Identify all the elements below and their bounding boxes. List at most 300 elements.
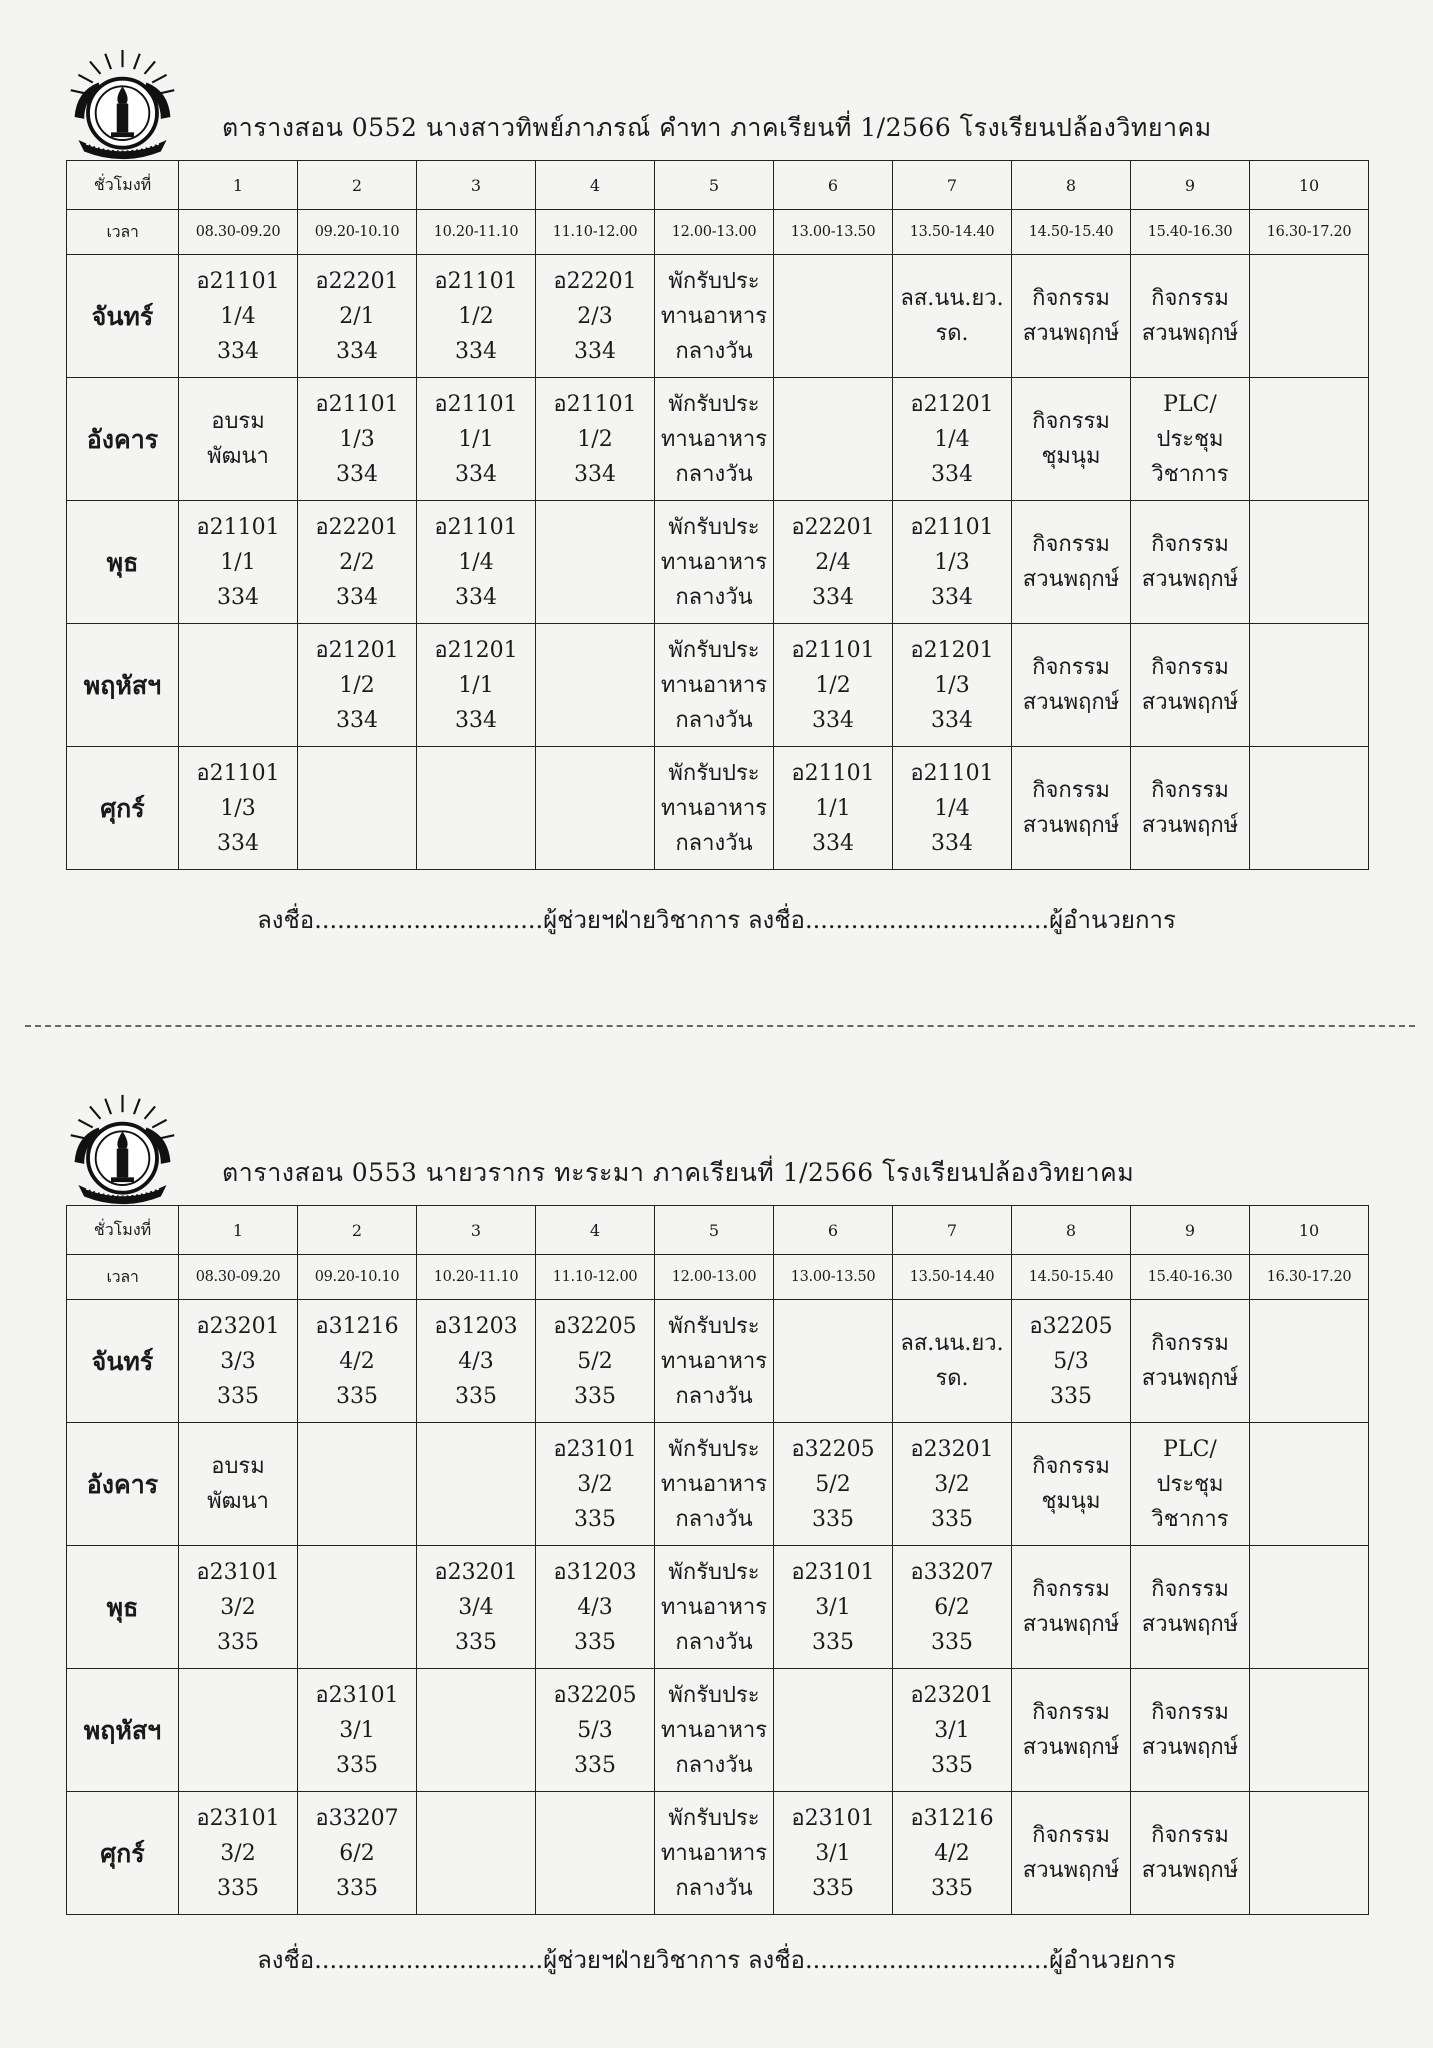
school-logo bbox=[65, 48, 180, 163]
cell-line: 334 bbox=[455, 707, 497, 733]
cell-line: วิชาการ bbox=[1151, 461, 1229, 487]
cell-line: 335 bbox=[336, 1875, 378, 1901]
cell-line: กลางวัน bbox=[675, 584, 753, 610]
cell-line: กิจกรรม bbox=[1151, 655, 1229, 680]
cell-line: อ23101 bbox=[315, 1682, 399, 1708]
cell-line: 1/1 bbox=[458, 426, 494, 452]
day-name: พุธ bbox=[67, 1546, 179, 1669]
cell-line: 334 bbox=[455, 461, 497, 487]
schedule-cell bbox=[893, 1300, 1012, 1423]
cell-line: 334 bbox=[931, 830, 973, 856]
cell-line: สวนพฤกษ์ bbox=[1141, 1735, 1239, 1760]
cell-line: อ32205 bbox=[791, 1436, 875, 1462]
schedule-cell bbox=[417, 255, 536, 378]
cell-line: สวนพฤกษ์ bbox=[1022, 690, 1120, 715]
cell-line: 3/1 bbox=[934, 1717, 970, 1743]
cell-line: อ21101 bbox=[196, 760, 280, 786]
cell-line: กิจกรรม bbox=[1151, 778, 1229, 803]
time-slot: 13.50-14.40 bbox=[893, 210, 1012, 255]
schedule-cell bbox=[774, 378, 893, 501]
schedule-cell bbox=[655, 1300, 774, 1423]
time-slot: 08.30-09.20 bbox=[179, 210, 298, 255]
cell-line: 334 bbox=[217, 830, 259, 856]
cell-line: 334 bbox=[931, 461, 973, 487]
cell-line: กิจกรรม bbox=[1032, 286, 1110, 311]
schedule-cell bbox=[1250, 255, 1369, 378]
schedule-cell bbox=[417, 624, 536, 747]
time-slot: 12.00-13.00 bbox=[655, 210, 774, 255]
timetable-sheet-0552 bbox=[0, 40, 1433, 934]
cell-line: ลส.นน.ยว. bbox=[900, 286, 1004, 311]
cell-line: 335 bbox=[574, 1383, 616, 1409]
cell-line: พักรับประ bbox=[668, 637, 760, 663]
cell-line: 334 bbox=[336, 707, 378, 733]
cell-line: 334 bbox=[812, 830, 854, 856]
cell-line: 334 bbox=[812, 584, 854, 610]
cell-line: ทานอาหาร bbox=[660, 1717, 768, 1743]
cell-line: สวนพฤกษ์ bbox=[1141, 1612, 1239, 1637]
cell-line: 334 bbox=[931, 584, 973, 610]
cell-line: 3/1 bbox=[339, 1717, 375, 1743]
cell-line: อ32205 bbox=[553, 1682, 637, 1708]
schedule-cell bbox=[417, 1669, 536, 1792]
time-slot: 10.20-11.10 bbox=[417, 210, 536, 255]
schedule-cell bbox=[1250, 378, 1369, 501]
period-number: 9 bbox=[1131, 1206, 1250, 1255]
cell-line: อ21101 bbox=[196, 514, 280, 540]
schedule-cell bbox=[536, 255, 655, 378]
day-name: ศุกร์ bbox=[67, 747, 179, 870]
cell-line: 4/3 bbox=[577, 1594, 613, 1620]
cell-line: อ21201 bbox=[910, 391, 994, 417]
schedule-cell bbox=[774, 1423, 893, 1546]
day-name: พุธ bbox=[67, 501, 179, 624]
period-label: ชั่วโมงที่ bbox=[67, 161, 179, 210]
cell-line: ทานอาหาร bbox=[660, 426, 768, 452]
schedule-cell bbox=[1012, 1669, 1131, 1792]
cell-line: 335 bbox=[455, 1383, 497, 1409]
cell-line: กิจกรรม bbox=[1032, 1823, 1110, 1848]
schedule-cell bbox=[893, 1423, 1012, 1546]
cell-line: 5/2 bbox=[815, 1471, 851, 1497]
cell-line: 1/2 bbox=[339, 672, 375, 698]
schedule-cell bbox=[1012, 1792, 1131, 1915]
schedule-cell bbox=[179, 1669, 298, 1792]
cell-line: อบรม bbox=[211, 1454, 265, 1479]
schedule-cell bbox=[774, 1669, 893, 1792]
cell-line: 6/2 bbox=[934, 1594, 970, 1620]
time-slot: 10.20-11.10 bbox=[417, 1255, 536, 1300]
schedule-cell bbox=[298, 1300, 417, 1423]
cell-line: ชุมนุม bbox=[1041, 444, 1101, 469]
cell-line: อ21101 bbox=[434, 514, 518, 540]
cell-line: 1/2 bbox=[458, 303, 494, 329]
schedule-cell bbox=[1012, 1300, 1131, 1423]
schedule-cell bbox=[417, 1792, 536, 1915]
schedule-cell bbox=[1131, 378, 1250, 501]
schedule-cell bbox=[774, 1792, 893, 1915]
schedule-cell bbox=[893, 624, 1012, 747]
schedule-cell bbox=[179, 747, 298, 870]
cell-line: สวนพฤกษ์ bbox=[1141, 321, 1239, 346]
time-slot: 16.30-17.20 bbox=[1250, 1255, 1369, 1300]
cell-line: 1/3 bbox=[339, 426, 375, 452]
schedule-cell bbox=[893, 378, 1012, 501]
schedule-cell bbox=[536, 747, 655, 870]
cell-line: 4/2 bbox=[339, 1348, 375, 1374]
cell-line: 1/4 bbox=[458, 549, 494, 575]
cell-line: 1/3 bbox=[934, 672, 970, 698]
cell-line: อ21101 bbox=[791, 637, 875, 663]
cell-line: 335 bbox=[931, 1875, 973, 1901]
cell-line: 1/4 bbox=[220, 303, 256, 329]
cell-line: สวนพฤกษ์ bbox=[1141, 1858, 1239, 1883]
time-slot: 08.30-09.20 bbox=[179, 1255, 298, 1300]
day-name: อังคาร bbox=[67, 378, 179, 501]
timetable bbox=[66, 160, 1369, 870]
schedule-cell bbox=[298, 255, 417, 378]
school-emblem-icon bbox=[65, 48, 180, 163]
schedule-cell bbox=[655, 747, 774, 870]
cell-line: 335 bbox=[931, 1629, 973, 1655]
cell-line: สวนพฤกษ์ bbox=[1022, 1858, 1120, 1883]
schedule-cell bbox=[655, 378, 774, 501]
cell-line: สวนพฤกษ์ bbox=[1141, 690, 1239, 715]
cell-line: 335 bbox=[812, 1875, 854, 1901]
schedule-cell bbox=[774, 1546, 893, 1669]
time-slot: 14.50-15.40 bbox=[1012, 210, 1131, 255]
cell-line: 335 bbox=[336, 1383, 378, 1409]
cell-line: กลางวัน bbox=[675, 1752, 753, 1778]
cell-line: อ31216 bbox=[315, 1313, 399, 1339]
sheet-header bbox=[0, 1085, 1433, 1205]
cell-line: อ23101 bbox=[196, 1559, 280, 1585]
cell-line: 6/2 bbox=[339, 1840, 375, 1866]
cell-line: ทานอาหาร bbox=[660, 795, 768, 821]
cell-line: สวนพฤกษ์ bbox=[1022, 813, 1120, 838]
cell-line: อ33207 bbox=[315, 1805, 399, 1831]
cell-line: กลางวัน bbox=[675, 707, 753, 733]
cell-line: 1/2 bbox=[577, 426, 613, 452]
schedule-cell bbox=[179, 255, 298, 378]
cell-line: อ21101 bbox=[791, 760, 875, 786]
cell-line: อ23101 bbox=[791, 1559, 875, 1585]
cell-line: 1/2 bbox=[815, 672, 851, 698]
signature-line: ลงชื่อ..............................ผู้ช่วยฯฝ่ายวิชาการ ลงชื่อ................................ผู้อำนวยการ bbox=[257, 1946, 1176, 1974]
cell-line: 334 bbox=[574, 461, 616, 487]
schedule-cell bbox=[1131, 501, 1250, 624]
schedule-cell bbox=[1250, 624, 1369, 747]
cell-line: 3/4 bbox=[458, 1594, 494, 1620]
cell-line: ทานอาหาร bbox=[660, 1471, 768, 1497]
cell-line: อ31203 bbox=[434, 1313, 518, 1339]
schedule-cell bbox=[179, 1423, 298, 1546]
cell-line: อ21201 bbox=[315, 637, 399, 663]
cell-line: อ33207 bbox=[910, 1559, 994, 1585]
time-row bbox=[67, 1255, 1369, 1300]
cell-line: กิจกรรม bbox=[1151, 1331, 1229, 1356]
cell-line: อ32205 bbox=[1029, 1313, 1113, 1339]
schedule-cell bbox=[536, 1546, 655, 1669]
cell-line: อ22201 bbox=[791, 514, 875, 540]
cell-line: ชุมนุม bbox=[1041, 1489, 1101, 1514]
day-row bbox=[67, 1792, 1369, 1915]
cell-line: 334 bbox=[217, 338, 259, 364]
day-row bbox=[67, 501, 1369, 624]
schedule-cell bbox=[417, 501, 536, 624]
time-slot: 11.10-12.00 bbox=[536, 210, 655, 255]
schedule-cell bbox=[893, 747, 1012, 870]
cell-line: 3/2 bbox=[220, 1594, 256, 1620]
time-slot: 13.50-14.40 bbox=[893, 1255, 1012, 1300]
schedule-cell bbox=[536, 378, 655, 501]
signature-line: ลงชื่อ..............................ผู้ช่วยฯฝ่ายวิชาการ ลงชื่อ................................ผู้อำนวยการ bbox=[257, 906, 1176, 934]
cell-line: 1/3 bbox=[934, 549, 970, 575]
schedule-cell bbox=[1012, 624, 1131, 747]
cell-line: พักรับประ bbox=[668, 1805, 760, 1831]
cell-line: อ32205 bbox=[553, 1313, 637, 1339]
period-number: 8 bbox=[1012, 161, 1131, 210]
day-row bbox=[67, 747, 1369, 870]
cell-line: อ21101 bbox=[315, 391, 399, 417]
schedule-cell bbox=[1250, 1546, 1369, 1669]
schedule-cell bbox=[298, 747, 417, 870]
schedule-cell bbox=[774, 501, 893, 624]
cell-line: 335 bbox=[574, 1506, 616, 1532]
cell-line: 334 bbox=[812, 707, 854, 733]
cell-line: 334 bbox=[336, 584, 378, 610]
schedule-cell bbox=[1012, 501, 1131, 624]
cell-line: รด. bbox=[935, 1366, 969, 1391]
cell-line: 3/1 bbox=[815, 1594, 851, 1620]
cell-line: 3/1 bbox=[815, 1840, 851, 1866]
time-slot: 13.00-13.50 bbox=[774, 210, 893, 255]
schedule-cell bbox=[536, 1423, 655, 1546]
cell-line: 1/3 bbox=[220, 795, 256, 821]
schedule-cell bbox=[1131, 624, 1250, 747]
period-number: 8 bbox=[1012, 1206, 1131, 1255]
schedule-cell bbox=[298, 378, 417, 501]
schedule-cell bbox=[655, 1423, 774, 1546]
cell-line: พักรับประ bbox=[668, 1559, 760, 1585]
schedule-cell bbox=[536, 624, 655, 747]
cell-line: 4/2 bbox=[934, 1840, 970, 1866]
schedule-cell bbox=[893, 255, 1012, 378]
cell-line: อ31203 bbox=[553, 1559, 637, 1585]
schedule-cell bbox=[536, 501, 655, 624]
schedule-cell bbox=[1012, 747, 1131, 870]
period-header-row bbox=[67, 161, 1369, 210]
cell-line: สวนพฤกษ์ bbox=[1141, 813, 1239, 838]
cell-line: สวนพฤกษ์ bbox=[1141, 567, 1239, 592]
cell-line: อ23201 bbox=[434, 1559, 518, 1585]
cell-line: 2/4 bbox=[815, 549, 851, 575]
cell-line: อ21101 bbox=[434, 268, 518, 294]
cell-line: กิจกรรม bbox=[1151, 1823, 1229, 1848]
cell-line: อ23101 bbox=[553, 1436, 637, 1462]
schedule-cell bbox=[179, 1300, 298, 1423]
period-number: 7 bbox=[893, 1206, 1012, 1255]
timetable-sheet-0553 bbox=[0, 1085, 1433, 1974]
cell-line: กลางวัน bbox=[675, 1875, 753, 1901]
cell-line: กิจกรรม bbox=[1151, 1577, 1229, 1602]
cell-line: อ31216 bbox=[910, 1805, 994, 1831]
schedule-cell bbox=[179, 1792, 298, 1915]
cell-line: กิจกรรม bbox=[1032, 1454, 1110, 1479]
period-number: 5 bbox=[655, 161, 774, 210]
schedule-cell bbox=[1131, 255, 1250, 378]
day-row bbox=[67, 1546, 1369, 1669]
schedule-cell bbox=[417, 747, 536, 870]
cell-line: PLC/ bbox=[1163, 1436, 1217, 1462]
schedule-cell bbox=[1131, 1546, 1250, 1669]
schedule-cell bbox=[893, 1792, 1012, 1915]
schedule-cell bbox=[1131, 1300, 1250, 1423]
period-number: 7 bbox=[893, 161, 1012, 210]
cell-line: ประชุม bbox=[1156, 1471, 1224, 1497]
cell-line: อ23201 bbox=[910, 1682, 994, 1708]
cell-line: กิจกรรม bbox=[1151, 286, 1229, 311]
cell-line: สวนพฤกษ์ bbox=[1022, 1612, 1120, 1637]
cell-line: พักรับประ bbox=[668, 514, 760, 540]
cell-line: 335 bbox=[812, 1629, 854, 1655]
cell-line: 335 bbox=[217, 1629, 259, 1655]
cell-line: 335 bbox=[812, 1506, 854, 1532]
period-number: 9 bbox=[1131, 161, 1250, 210]
cell-line: พักรับประ bbox=[668, 1682, 760, 1708]
schedule-cell bbox=[1131, 1423, 1250, 1546]
period-number: 3 bbox=[417, 1206, 536, 1255]
schedule-cell bbox=[655, 501, 774, 624]
cell-line: ลส.นน.ยว. bbox=[900, 1331, 1004, 1356]
schedule-cell bbox=[893, 1546, 1012, 1669]
cell-line: อ23201 bbox=[196, 1313, 280, 1339]
cell-line: ทานอาหาร bbox=[660, 1594, 768, 1620]
schedule-cell bbox=[1250, 501, 1369, 624]
cell-line: 335 bbox=[574, 1752, 616, 1778]
cell-line: กิจกรรม bbox=[1151, 1700, 1229, 1725]
page-title: ตารางสอน 0552 นางสาวทิพย์ภาภรณ์ คำทา ภาคเรียนที่ 1/2566 โรงเรียนปล้องวิทยาคม bbox=[222, 113, 1212, 142]
cell-line: กิจกรรม bbox=[1032, 1700, 1110, 1725]
cell-line: 3/2 bbox=[577, 1471, 613, 1497]
cell-line: 335 bbox=[1050, 1383, 1092, 1409]
cell-line: 2/1 bbox=[339, 303, 375, 329]
schedule-cell bbox=[536, 1792, 655, 1915]
cell-line: พักรับประ bbox=[668, 391, 760, 417]
cell-line: ทานอาหาร bbox=[660, 672, 768, 698]
cell-line: พักรับประ bbox=[668, 268, 760, 294]
time-row bbox=[67, 210, 1369, 255]
cell-line: อ21101 bbox=[910, 760, 994, 786]
time-slot: 12.00-13.00 bbox=[655, 1255, 774, 1300]
schedule-cell bbox=[179, 501, 298, 624]
day-row bbox=[67, 255, 1369, 378]
cell-line: 1/4 bbox=[934, 795, 970, 821]
cell-line: 334 bbox=[336, 461, 378, 487]
period-number: 2 bbox=[298, 1206, 417, 1255]
cell-line: สวนพฤกษ์ bbox=[1022, 321, 1120, 346]
schedule-cell bbox=[1131, 1792, 1250, 1915]
cell-line: กิจกรรม bbox=[1032, 655, 1110, 680]
period-number: 6 bbox=[774, 1206, 893, 1255]
schedule-cell bbox=[536, 1300, 655, 1423]
cell-line: 335 bbox=[931, 1506, 973, 1532]
schedule-cell bbox=[536, 1669, 655, 1792]
cell-line: 334 bbox=[217, 584, 259, 610]
cell-line: 334 bbox=[336, 338, 378, 364]
cell-line: กลางวัน bbox=[675, 1506, 753, 1532]
cell-line: พักรับประ bbox=[668, 760, 760, 786]
cell-line: สวนพฤกษ์ bbox=[1141, 1366, 1239, 1391]
day-name: ศุกร์ bbox=[67, 1792, 179, 1915]
day-name: พฤหัสฯ bbox=[67, 1669, 179, 1792]
cell-line: พักรับประ bbox=[668, 1313, 760, 1339]
cell-line: กลางวัน bbox=[675, 830, 753, 856]
cell-line: กิจกรรม bbox=[1151, 532, 1229, 557]
schedule-cell bbox=[1250, 1300, 1369, 1423]
schedule-cell bbox=[655, 255, 774, 378]
cell-line: รด. bbox=[935, 321, 969, 346]
day-row bbox=[67, 1669, 1369, 1792]
schedule-cell bbox=[655, 1546, 774, 1669]
cell-line: กลางวัน bbox=[675, 1383, 753, 1409]
schedule-cell bbox=[417, 378, 536, 501]
period-number: 3 bbox=[417, 161, 536, 210]
cell-line: 2/3 bbox=[577, 303, 613, 329]
schedule-cell bbox=[179, 378, 298, 501]
cell-line: ประชุม bbox=[1156, 426, 1224, 452]
time-slot: 09.20-10.10 bbox=[298, 210, 417, 255]
day-name: พฤหัสฯ bbox=[67, 624, 179, 747]
schedule-cell bbox=[298, 501, 417, 624]
day-name: จันทร์ bbox=[67, 1300, 179, 1423]
schedule-cell bbox=[298, 1792, 417, 1915]
cell-line: อบรม bbox=[211, 409, 265, 434]
period-number: 4 bbox=[536, 161, 655, 210]
schedule-cell bbox=[774, 255, 893, 378]
period-number: 1 bbox=[179, 161, 298, 210]
day-row bbox=[67, 1300, 1369, 1423]
time-slot: 15.40-16.30 bbox=[1131, 210, 1250, 255]
cell-line: อ21101 bbox=[196, 268, 280, 294]
cell-line: อ21201 bbox=[434, 637, 518, 663]
cell-line: PLC/ bbox=[1163, 391, 1217, 417]
schedule-cell bbox=[1012, 378, 1131, 501]
period-number: 4 bbox=[536, 1206, 655, 1255]
cell-line: ทานอาหาร bbox=[660, 1348, 768, 1374]
cell-line: 335 bbox=[336, 1752, 378, 1778]
schedule-cell bbox=[417, 1300, 536, 1423]
cell-line: 335 bbox=[455, 1629, 497, 1655]
cell-line: วิชาการ bbox=[1151, 1506, 1229, 1532]
cell-line: อ23101 bbox=[196, 1805, 280, 1831]
period-number: 10 bbox=[1250, 161, 1369, 210]
cell-line: กิจกรรม bbox=[1032, 532, 1110, 557]
cell-line: 3/2 bbox=[220, 1840, 256, 1866]
schedule-cell bbox=[655, 1669, 774, 1792]
cell-line: 5/2 bbox=[577, 1348, 613, 1374]
school-emblem-icon bbox=[65, 1093, 180, 1208]
cell-line: 1/1 bbox=[815, 795, 851, 821]
cell-line: 334 bbox=[931, 707, 973, 733]
cell-line: อ21101 bbox=[434, 391, 518, 417]
day-name: อังคาร bbox=[67, 1423, 179, 1546]
schedule-cell bbox=[1250, 1669, 1369, 1792]
cell-line: กลางวัน bbox=[675, 1629, 753, 1655]
schedule-cell bbox=[1250, 747, 1369, 870]
schedule-cell bbox=[179, 624, 298, 747]
period-number: 10 bbox=[1250, 1206, 1369, 1255]
